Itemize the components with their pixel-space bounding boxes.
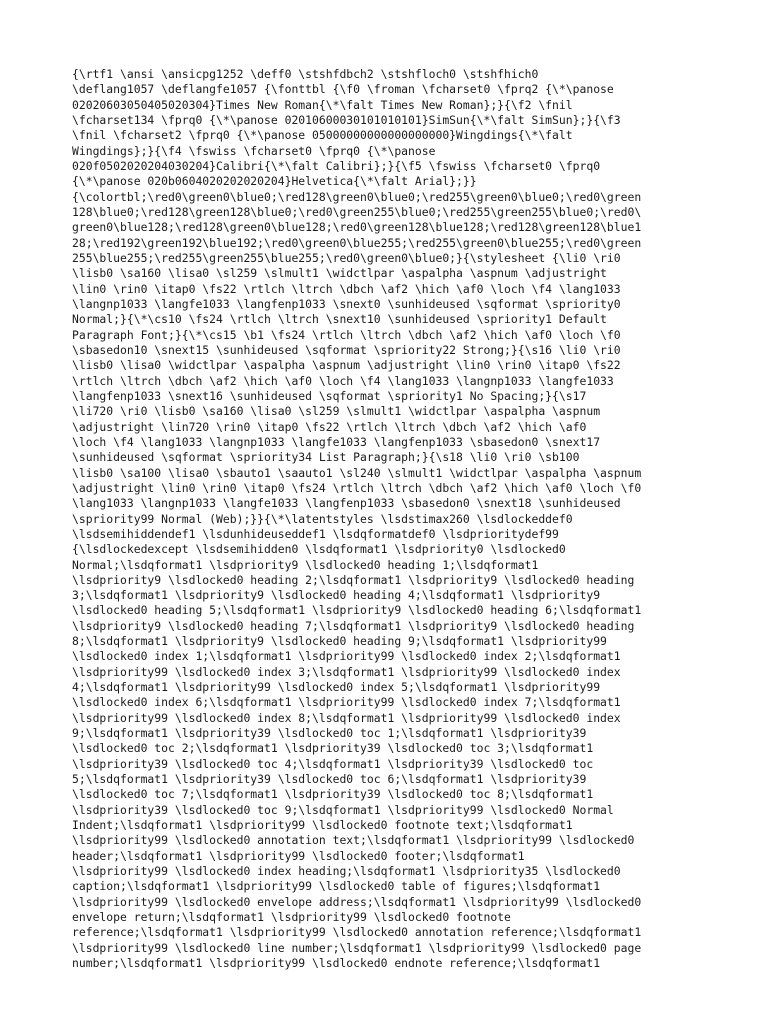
text-line: \lsdpriority99 \lsdlocked0 index heading;\lsdqformat1 \lsdpriority35 \lsdlocked0 bbox=[72, 864, 621, 879]
text-line: caption;\lsdqformat1 \lsdpriority99 \lsdlocked0 table of figures;\lsdqformat1 bbox=[72, 879, 601, 894]
text-line: 8;\lsdqformat1 \lsdpriority9 \lsdlocked0 heading 9;\lsdqformat1 \lsdpriority99 bbox=[72, 634, 607, 649]
text-line: \lsdlocked0 toc 7;\lsdqformat1 \lsdpriority39 \lsdlocked0 toc 8;\lsdqformat1 bbox=[72, 787, 594, 802]
text-line: \deflang1057 \deflangfe1057 {\fonttbl {\f0 \froman \fcharset0 \fprq2 {\*\panose bbox=[72, 82, 614, 97]
text-line: {\rtf1 \ansi \ansicpg1252 \deff0 \stshfdbch2 \stshfloch0 \stshfhich0 bbox=[72, 67, 539, 81]
text-line: \lsdlocked0 heading 5;\lsdqformat1 \lsdpriority9 \lsdlocked0 heading 6;\lsdqformat1 bbox=[72, 603, 642, 618]
text-line: \langfenp1033 \snext16 \sunhideused \sqformat \spriority1 No Spacing;}{\s17 bbox=[72, 388, 587, 403]
text-line: 255\blue255;\red255\green255\blue255;\red0\green0\blue0;}{\stylesheet {\li0 \ri0 bbox=[72, 250, 621, 265]
text-line: \rtlch \ltrch \dbch \af2 \hich \af0 \loch \f4 \lang1033 \langnp1033 \langfe1033 bbox=[72, 373, 614, 388]
text-line: \lsdsemihiddendef1 \lsdunhideuseddef1 \lsdqformatdef0 \lsdprioritydef99 bbox=[72, 526, 559, 541]
text-line: 9;\lsdqformat1 \lsdpriority39 \lsdlocked0 toc 1;\lsdqformat1 \lsdpriority39 bbox=[72, 726, 587, 741]
text-line: reference;\lsdqformat1 \lsdpriority99 \lsdlocked0 annotation reference;\lsdqformat1 bbox=[72, 925, 642, 940]
text-line: 02020603050405020304}Times New Roman{\*\falt Times New Roman};}{\f2 \fnil bbox=[72, 97, 573, 112]
text-line: \lin0 \rin0 \itap0 \fs22 \rtlch \ltrch \dbch \af2 \hich \af0 \loch \f4 \lang1033 bbox=[72, 281, 621, 296]
text-line: 28;\red192\green192\blue192;\red0\green0\blue255;\red255\green0\blue255;\red0\green bbox=[72, 235, 642, 250]
text-line: Indent;\lsdqformat1 \lsdpriority99 \lsdlocked0 footnote text;\lsdqformat1 bbox=[72, 818, 573, 833]
text-line: \lang1033 \langnp1033 \langfe1033 \langfenp1033 \sbasedon0 \snext18 \sunhideused bbox=[72, 496, 621, 511]
text-line: \lsdlocked0 index 6;\lsdqformat1 \lsdpriority99 \lsdlocked0 index 7;\lsdqformat1 bbox=[72, 695, 621, 710]
text-line: Normal;\lsdqformat1 \lsdpriority9 \lsdlocked0 heading 1;\lsdqformat1 bbox=[72, 557, 539, 572]
text-line: 3;\lsdqformat1 \lsdpriority9 \lsdlocked0 heading 4;\lsdqformat1 \lsdpriority9 bbox=[72, 588, 601, 603]
text-line: \lsdpriority99 \lsdlocked0 envelope address;\lsdqformat1 \lsdpriority99 \lsdlocked0 bbox=[72, 894, 642, 909]
text-line: \lsdpriority9 \lsdlocked0 heading 2;\lsdqformat1 \lsdpriority9 \lsdlocked0 heading bbox=[72, 572, 635, 587]
text-line: \lsdpriority99 \lsdlocked0 index 8;\lsdqformat1 \lsdpriority99 \lsdlocked0 index bbox=[72, 710, 621, 725]
text-line: 4;\lsdqformat1 \lsdpriority99 \lsdlocked0 index 5;\lsdqformat1 \lsdpriority99 bbox=[72, 680, 601, 695]
text-line: \adjustright \lin720 \rin0 \itap0 \fs22 \rtlch \ltrch \dbch \af2 \hich \af0 bbox=[72, 419, 587, 434]
text-line: \lsdpriority99 \lsdlocked0 index 3;\lsdqformat1 \lsdpriority99 \lsdlocked0 index bbox=[72, 664, 621, 679]
text-line: 128\blue0;\red128\green128\blue0;\red0\green255\blue0;\red255\green255\blue0;\red0\ bbox=[72, 204, 642, 219]
text-line: number;\lsdqformat1 \lsdpriority99 \lsdlocked0 endnote reference;\lsdqformat1 bbox=[72, 956, 601, 971]
text-line: \fcharset134 \fprq0 {\*\panose 02010600030101010101}SimSun{\*\falt SimSun};}{\f3 bbox=[72, 112, 621, 127]
text-line: \lsdlocked0 index 1;\lsdqformat1 \lsdpriority99 \lsdlocked0 index 2;\lsdqformat1 bbox=[72, 649, 621, 664]
text-line: header;\lsdqformat1 \lsdpriority99 \lsdlocked0 footer;\lsdqformat1 bbox=[72, 848, 525, 863]
text-line: {\lsdlockedexcept \lsdsemihidden0 \lsdqformat1 \lsdpriority0 \lsdlocked0 bbox=[72, 542, 566, 557]
text-line: \sbasedon10 \snext15 \sunhideused \sqformat \spriority22 Strong;}{\s16 \li0 \ri0 bbox=[72, 342, 621, 357]
text-line: {\*\panose 020b0604020202020204}Helvetica{\*\falt Arial};}} bbox=[72, 174, 477, 189]
text-line: {\colortbl;\red0\green0\blue0;\red128\green0\blue0;\red255\green0\blue0;\red0\green bbox=[72, 189, 642, 204]
rtf-source-text bbox=[72, 67, 712, 971]
text-line: Normal;}{\*\cs10 \fs24 \rtlch \ltrch \snext10 \sunhideused \spriority1 Default bbox=[72, 312, 607, 327]
text-line: \lsdpriority39 \lsdlocked0 toc 9;\lsdqformat1 \lsdpriority99 \lsdlocked0 Normal bbox=[72, 802, 614, 817]
text-line: 020f0502020204030204}Calibri{\*\falt Calibri};}{\f5 \fswiss \fcharset0 \fprq0 bbox=[72, 158, 601, 173]
text-line: Wingdings};}{\f4 \fswiss \fcharset0 \fprq0 {\*\panose bbox=[72, 143, 436, 158]
text-line: green0\blue128;\red128\green0\blue128;\red0\green128\blue128;\red128\green128\blue1 bbox=[72, 220, 642, 235]
text-line: \fnil \fcharset2 \fprq0 {\*\panose 05000000000000000000}Wingdings{\*\falt bbox=[72, 128, 573, 143]
text-line: \lisb0 \lisa0 \widctlpar \aspalpha \aspnum \adjustright \lin0 \rin0 \itap0 \fs22 bbox=[72, 358, 621, 373]
text-line: \lisb0 \sa160 \lisa0 \sl259 \slmult1 \widctlpar \aspalpha \aspnum \adjustright bbox=[72, 266, 607, 281]
text-line: \li720 \ri0 \lisb0 \sa160 \lisa0 \sl259 \slmult1 \widctlpar \aspalpha \aspnum bbox=[72, 404, 601, 419]
text-line: \spriority99 Normal (Web);}}{\*\latentstyles \lsdstimax260 \lsdlockeddef0 bbox=[72, 511, 573, 526]
text-line: \langnp1033 \langfe1033 \langfenp1033 \snext0 \sunhideused \sqformat \spriority0 bbox=[72, 296, 621, 311]
text-line: envelope return;\lsdqformat1 \lsdpriority99 \lsdlocked0 footnote bbox=[72, 910, 511, 925]
text-line: 5;\lsdqformat1 \lsdpriority39 \lsdlocked0 toc 6;\lsdqformat1 \lsdpriority39 bbox=[72, 772, 587, 787]
text-line: \sunhideused \sqformat \spriority34 List Paragraph;}{\s18 \li0 \ri0 \sb100 bbox=[72, 450, 580, 465]
text-line: Paragraph Font;}{\*\cs15 \b1 \fs24 \rtlch \ltrch \dbch \af2 \hich \af0 \loch \f0 bbox=[72, 327, 621, 342]
text-line: \lisb0 \sa100 \lisa0 \sbauto1 \saauto1 \sl240 \slmult1 \widctlpar \aspalpha \aspnum bbox=[72, 465, 642, 480]
text-line: \lsdlocked0 toc 2;\lsdqformat1 \lsdpriority39 \lsdlocked0 toc 3;\lsdqformat1 bbox=[72, 741, 594, 756]
text-line: \lsdpriority39 \lsdlocked0 toc 4;\lsdqformat1 \lsdpriority39 \lsdlocked0 toc bbox=[72, 756, 594, 771]
text-line: \lsdpriority99 \lsdlocked0 line number;\lsdqformat1 \lsdpriority99 \lsdlocked0 page bbox=[72, 940, 642, 955]
text-line: \lsdpriority9 \lsdlocked0 heading 7;\lsdqformat1 \lsdpriority9 \lsdlocked0 heading bbox=[72, 618, 635, 633]
text-line: \adjustright \lin0 \rin0 \itap0 \fs24 \rtlch \ltrch \dbch \af2 \hich \af0 \loch \f0 bbox=[72, 480, 642, 495]
text-line: \lsdpriority99 \lsdlocked0 annotation text;\lsdqformat1 \lsdpriority99 \lsdlocked0 bbox=[72, 833, 635, 848]
text-line: \loch \f4 \lang1033 \langnp1033 \langfe1033 \langfenp1033 \sbasedon0 \snext17 bbox=[72, 434, 601, 449]
